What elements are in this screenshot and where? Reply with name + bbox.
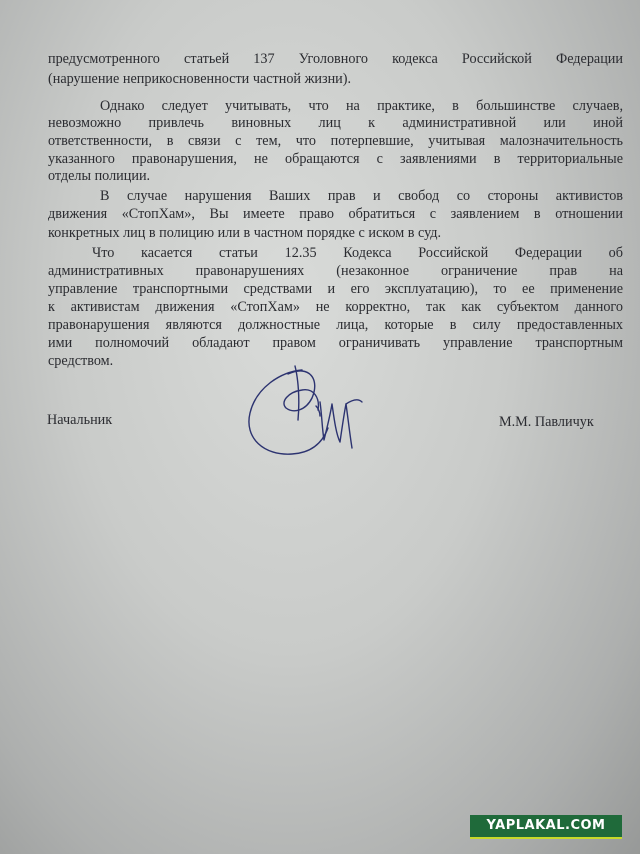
text-line: отделы полиции.	[48, 168, 151, 184]
text-line: Однако следует учитывать, что на практике, в большинстве случаев,	[100, 98, 623, 114]
text-line: административных правонарушениях (незаконное ограничение прав на	[48, 263, 623, 279]
text-line: к активистам движения «СтопХам» не корректно, так как субъектом данного	[48, 299, 623, 315]
text-line: В случае нарушения Ваших прав и свобод со стороны активистов	[100, 188, 623, 204]
text-line: предусмотренного статьей 137 Уголовного кодекса Российской Федерации	[48, 51, 623, 67]
signature-name: М.М. Павличук	[499, 414, 594, 430]
text-line: средством.	[48, 353, 114, 369]
text-line: (нарушение неприкосновенности частной жизни).	[48, 71, 352, 87]
text-line: ими полномочий обладают правом ограничивать управление транспортным	[48, 335, 623, 351]
signature-title: Начальник	[47, 412, 113, 428]
text-line: конкретных лиц в полицию или в частном порядке с иском в суд.	[48, 225, 442, 241]
handwritten-signature	[240, 358, 390, 468]
text-line: указанного правонарушения, не обращаются с заявлениями в территориальные	[48, 151, 623, 167]
text-line: невозможно привлечь виновных лиц к административной или иной	[48, 115, 623, 131]
text-line: движения «СтопХам», Вы имеете право обратиться с заявлением в отношении	[48, 206, 623, 222]
text-line: правонарушения являются должностные лица, которые в силу предоставленных	[48, 317, 623, 333]
text-line: Что касается статьи 12.35 Кодекса Российской Федерации об	[92, 245, 623, 261]
site-watermark: YAPLAKAL.COM	[470, 815, 622, 837]
text-line: управление транспортными средствами и его эксплуатацию), то ее применение	[48, 281, 623, 297]
text-line: ответственности, в связи с тем, что потерпевшие, учитывая малозначительность	[48, 133, 623, 149]
